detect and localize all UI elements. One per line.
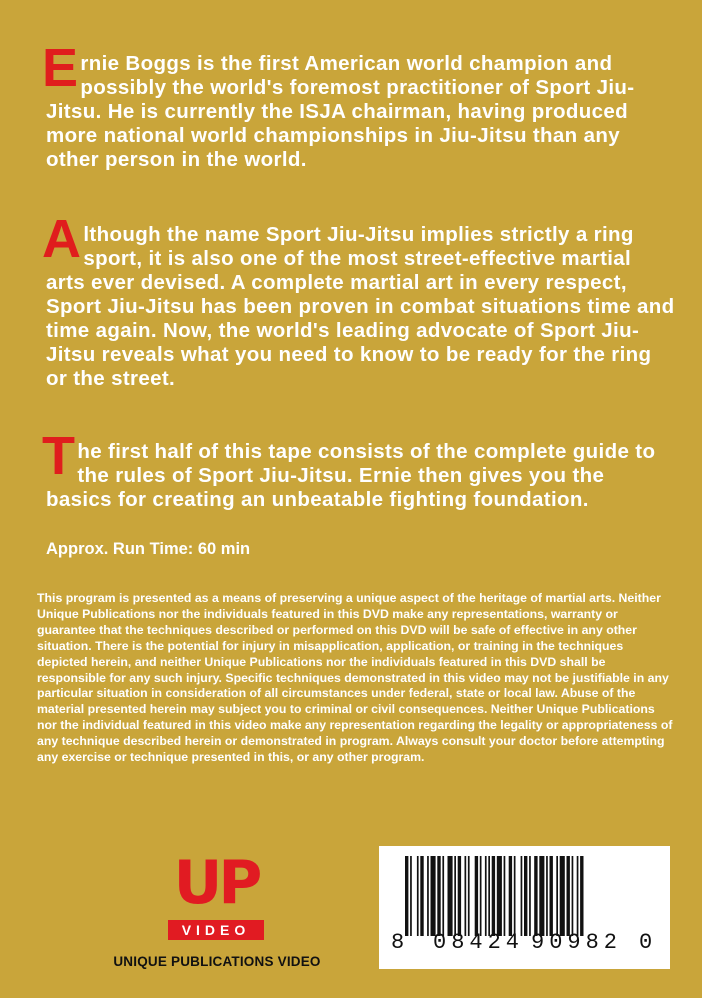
run-time: Approx. Run Time: 60 min [46,540,251,558]
publisher-name: UNIQUE PUBLICATIONS VIDEO [113,954,321,969]
paragraph-text: he first half of this tape consists of the complete guide to the rules of Sport Jiu-Jitsu. Ernie then gives you the basics for creating an unbeatable fighting foundation. [46,440,656,511]
logo-video-label: VIDEO [168,920,264,940]
up-logo-icon [168,848,264,944]
barcode-digits-left: 08424 [433,930,525,955]
paragraph-bio [42,38,676,172]
paragraph-contents [42,426,676,512]
logo-mark: UP [173,848,259,918]
drop-cap: T [42,426,76,486]
barcode-digit-check: 0 [639,930,653,955]
paragraph-text: rnie Boggs is the first American world champion and possibly the world's foremost practitioner of Sport Jiu-Jitsu. He is currently the ISJA chairman, having produced more national world championships in Jiu-Jitsu than any other person in the world. [46,52,635,171]
disclaimer: This program is presented as a means of preserving a unique aspect of the heritage of martial arts. Neither Unique Publications nor the individuals featured in this DVD make any representations, warranty or guarantee that the techniques described or performed on this DVD will be safe of effective in any other situation. There is the potential for injury in misapplication, application, or training in the techniques depicted herein, and neither Unique Publications nor the individuals featured in this DVD shall be responsible for any such injury. Specific techniques demonstrated in this video may not be justifiable in any particular situation in consideration of all circumstances under federal, state or local law. Abuse of the material presented herein may subject you to criminal or civil consequences. Neither Unique Publications nor the individual featured in this video make any representation regarding the legality or appropriateness of any technique described herein or demonstrated in program. Always consult your doctor before attempting any exercise or technique presented in this, or any other program. [37,591,673,765]
publisher-logo [96,848,338,976]
drop-cap: E [42,38,79,98]
drop-cap: A [42,209,82,269]
barcode [379,846,670,969]
barcode-digits-right: 90982 [531,930,623,955]
barcode-bars-icon [405,856,645,936]
barcode-digit-system: 8 [391,930,405,955]
paragraph-description [42,209,676,391]
paragraph-text: lthough the name Sport Jiu-Jitsu implies strictly a ring sport, it is also one of the most street-effective martial arts ever devised. A complete martial art in every respect, Sport Jiu-Jitsu has been proven in combat situations time and time again. Now, the world's leading advocate of Sport Jiu-Jitsu reveals what you need to know to be ready for the ring or the street. [46,223,675,390]
